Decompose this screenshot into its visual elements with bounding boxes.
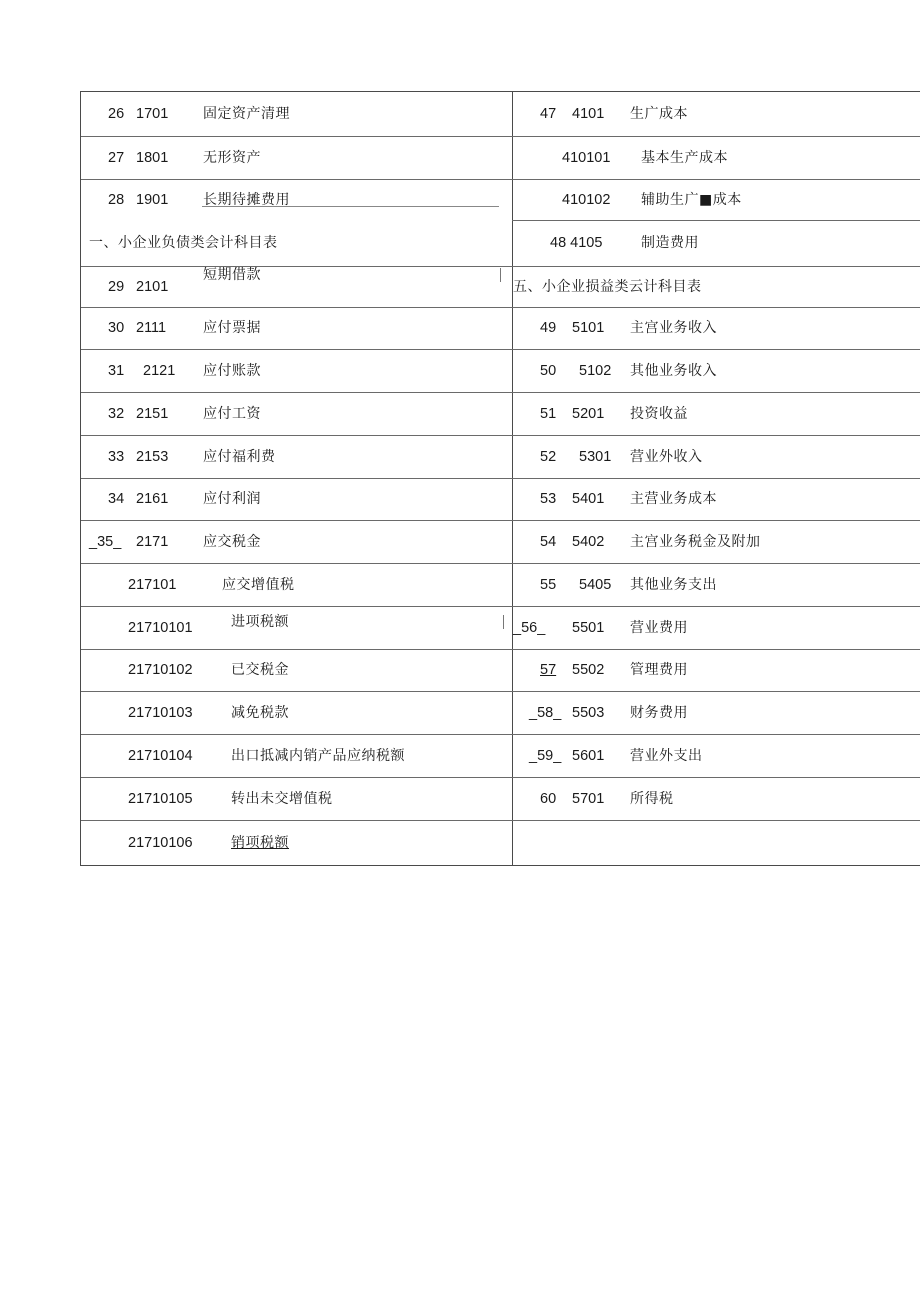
name-5405: 其他业务支出 — [630, 577, 717, 593]
name-5601: 营业外支出 — [630, 748, 703, 764]
code-1701: 1701 — [136, 106, 169, 122]
seq-29: 29 — [108, 279, 125, 295]
code-5102: 5102 — [579, 363, 612, 379]
name-1701: 固定资产清理 — [203, 106, 290, 122]
name-21710101: 进项税额 — [231, 614, 289, 630]
row-separator — [512, 220, 920, 221]
name-5301: 营业外收入 — [630, 449, 703, 465]
seq-54: 54 — [540, 534, 557, 550]
row-separator — [81, 435, 920, 436]
code-21710101: 21710101 — [128, 620, 193, 636]
seq-31: 31 — [108, 363, 125, 379]
name-5701: 所得税 — [630, 791, 674, 807]
name-2171: 应交税金 — [203, 534, 261, 550]
stray-mark — [503, 615, 504, 629]
row-separator — [81, 734, 920, 735]
name-2153: 应付福利费 — [203, 449, 276, 465]
seq-59: _59_ — [529, 748, 562, 764]
name-21710102: 已交税金 — [231, 662, 289, 678]
seq-57: 57 — [540, 662, 557, 678]
row-separator — [81, 820, 920, 821]
code-5405: 5405 — [579, 577, 612, 593]
seq-60: 60 — [540, 791, 557, 807]
code-21710106: 21710106 — [128, 835, 193, 851]
name-5402: 主宫业务税金及附加 — [630, 534, 761, 550]
row-separator — [81, 392, 920, 393]
row-separator — [81, 179, 920, 180]
seq-58: _58_ — [529, 705, 562, 721]
seq-32: 32 — [108, 406, 125, 422]
row-separator — [81, 649, 920, 650]
code-2101: 2101 — [136, 279, 169, 295]
name-5501: 营业费用 — [630, 620, 688, 636]
name-5401: 主营业务成本 — [630, 491, 717, 507]
code-2151: 2151 — [136, 406, 169, 422]
code-2153: 2153 — [136, 449, 169, 465]
name-21710105: 转出未交增值税 — [231, 791, 333, 807]
code-2161: 2161 — [136, 491, 169, 507]
seq-28: 28 — [108, 192, 125, 208]
name-2111: 应付票据 — [203, 320, 261, 336]
seq-55: 55 — [540, 577, 557, 593]
name-217101: 应交增值税 — [222, 577, 295, 593]
code-2171: 2171 — [136, 534, 169, 550]
row-separator — [81, 606, 920, 607]
code-5501: 5501 — [572, 620, 605, 636]
code-1801: 1801 — [136, 150, 169, 166]
row-separator — [81, 136, 920, 137]
name-410101: 基本生产成本 — [641, 150, 728, 166]
seq-47: 47 — [540, 106, 557, 122]
code-21710103: 21710103 — [128, 705, 193, 721]
section-profit-loss-title: 五、小企业损益类云计科目表 — [513, 279, 702, 295]
section-liabilities-title: 一、小企业负债类会计科目表 — [89, 235, 278, 251]
code-1901: 1901 — [136, 192, 169, 208]
seq-26: 26 — [108, 106, 125, 122]
seq-33: 33 — [108, 449, 125, 465]
name-5101: 主宫业务收入 — [630, 320, 717, 336]
name-21710106: 销项税额 — [231, 835, 289, 851]
code-5301: 5301 — [579, 449, 612, 465]
code-21710105: 21710105 — [128, 791, 193, 807]
name-2121: 应付账款 — [203, 363, 261, 379]
row-separator — [81, 691, 920, 692]
code-5701: 5701 — [572, 791, 605, 807]
code-21710102: 21710102 — [128, 662, 193, 678]
seq-53: 53 — [540, 491, 557, 507]
name-5201: 投资收益 — [630, 406, 688, 422]
seq-35: _35_ — [89, 534, 122, 550]
code-2121: 2121 — [143, 363, 176, 379]
code-5201: 5201 — [572, 406, 605, 422]
name-4105: 制造费用 — [641, 235, 699, 251]
name-1801: 无形资产 — [203, 150, 261, 166]
name-4101: 生广成本 — [630, 106, 688, 122]
seq-30: 30 — [108, 320, 125, 336]
name-21710103: 减免税款 — [231, 705, 289, 721]
name-21710104: 出口抵减内销产品应纳税额 — [231, 748, 405, 764]
code-5601: 5601 — [572, 748, 605, 764]
row-separator — [81, 520, 920, 521]
code-2111: 2111 — [136, 320, 167, 336]
code-217101: 217101 — [128, 577, 177, 593]
seq-code-48: 48 4105 — [550, 235, 603, 251]
code-5101: 5101 — [572, 320, 605, 336]
seq-52: 52 — [540, 449, 557, 465]
seq-51: 51 — [540, 406, 557, 422]
row-separator — [81, 563, 920, 564]
row-separator — [81, 307, 920, 308]
seq-50: 50 — [540, 363, 557, 379]
name-1901: 长期待摊费用 — [203, 192, 290, 208]
code-5502: 5502 — [572, 662, 605, 678]
code-21710104: 21710104 — [128, 748, 193, 764]
name-5102: 其他业务收入 — [630, 363, 717, 379]
row-separator — [81, 777, 920, 778]
name-2161: 应付利润 — [203, 491, 261, 507]
seq-34: 34 — [108, 491, 125, 507]
seq-56: _56_ — [513, 620, 546, 636]
seq-49: 49 — [540, 320, 557, 336]
code-5503: 5503 — [572, 705, 605, 721]
name-5503: 财务费用 — [630, 705, 688, 721]
row-separator — [81, 478, 920, 479]
code-410102: 410102 — [562, 192, 611, 208]
name-2101: 短期借款 — [203, 267, 261, 283]
name-2151: 应付工资 — [203, 406, 261, 422]
code-410101: 410101 — [562, 150, 611, 166]
name-5502: 管理费用 — [630, 662, 688, 678]
code-4101: 4101 — [572, 106, 605, 122]
row-separator — [81, 349, 920, 350]
code-5402: 5402 — [572, 534, 605, 550]
seq-27: 27 — [108, 150, 125, 166]
stray-mark — [500, 268, 501, 282]
code-5401: 5401 — [572, 491, 605, 507]
name-410102: 辅助生广■成本 — [641, 192, 742, 208]
account-table — [80, 91, 920, 866]
